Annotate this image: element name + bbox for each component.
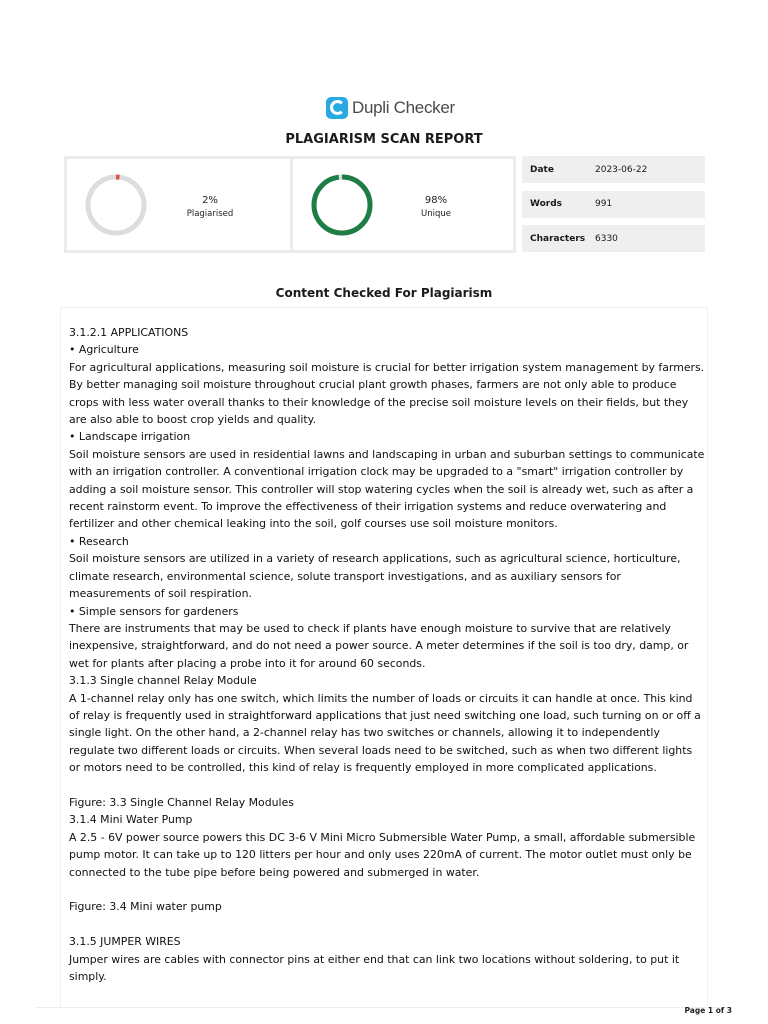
brand-logo — [326, 95, 455, 121]
unique-percent: 98% — [424, 195, 448, 206]
checked-content-box — [60, 307, 708, 1007]
meta-row-date — [522, 156, 705, 183]
meta-key: Date — [530, 164, 554, 175]
meta-row-characters — [522, 225, 705, 252]
plagiarised-percent: 2% — [202, 195, 218, 206]
plagiarised-ring-track — [88, 177, 144, 233]
meta-value: 2023-06-22 — [595, 164, 648, 175]
dupli-checker-logo-icon — [326, 97, 348, 119]
unique-ring-arc — [314, 177, 370, 233]
content-section-title: Content Checked For Plagiarism — [275, 286, 493, 300]
meta-row-words — [522, 191, 705, 218]
page-number: Page 1 of 3 — [684, 1006, 732, 1015]
plagiarised-ring-chart — [85, 174, 147, 236]
meta-key: Words — [530, 199, 563, 209]
report-meta-table — [522, 156, 705, 260]
plagiarised-label: Plagiarised — [186, 209, 234, 219]
footer-divider — [36, 1007, 732, 1008]
meta-key: Characters — [530, 233, 586, 244]
unique-ring-chart — [311, 174, 373, 236]
report-title: PLAGIARISM SCAN REPORT — [285, 132, 483, 147]
unique-score — [290, 159, 513, 250]
meta-value: 6330 — [595, 233, 618, 244]
meta-value: 991 — [595, 199, 613, 209]
unique-label: Unique — [421, 209, 451, 219]
plagiarised-score — [67, 159, 290, 250]
brand-name: Dupli Checker — [352, 98, 455, 117]
score-summary — [64, 156, 516, 253]
checked-content-text: 3.1.2.1 APPLICATIONS • Agriculture For agricultural applications, measuring soil moisture is crucial for better irrigation system management by farmers. By better managing soil moisture throughout crucial plant growth phases, farmers are not only able to produce crops with less water overall thanks to their knowledge of the precise soil moisture levels on their fields, but they are also able to boost crop yields and quality. • Landscape irrigation Soil moisture sensors are used in residential lawns and landscaping in urban and suburban settings to communicate with an irrigation controller. A conventional irrigation clock may be upgraded to a "smart" irrigation controller by adding a soil moisture sensor. This controller will stop watering cycles when the soil is already wet, such as after a recent rainstorm event. To improve the effectiveness of their irrigation systems and reduce overwatering and fertilizer and other chemical leaking into the soil, golf courses use soil moisture monitors. • Research Soil moisture sensors are utilized in a variety of research applications, such as agricultural science, horticulture, climate research, environmental science, solute transport investigations, and as auxiliary sensors for measurements of soil respiration. • Simple sensors for gardeners There are instruments that may be used to check if plants have enough moisture to survive that are relatively inexpensive, straightforward, and do not need a power source. A meter determines if the soil is too dry, damp, or wet for plants after placing a probe into it for around 60 seconds. 3.1.3 Single channel Relay Module A 1-channel relay only has one switch, which limits the number of loads or circuits it can handle at once. This kind of relay is frequently used in straightforward applications that just need switching one load, such turning on or off a single light. On the other hand, a 2-channel relay has two switches or channels, allowing it to independently regulate two different loads or circuits. When several loads need to be switched, such as when two different lights or motors need to be controlled, this kind of relay is frequently employed in more complicated applications. Figure: 3.3 Single Channel Relay Modules 3.1.4 Mini Water Pump A 2.5 - 6V power source powers this DC 3-6 V Mini Micro Submersible Water Pump, a small, affordable submersible pump motor. It can take up to 120 litters per hour and only uses 220mA of current. The motor outlet must only be connected to the tube pipe before being powered and submerged in water. Figure: 3.4 Mini water pump 3.1.5 JUMPER WIRES Jumper wires are cables with connector pins at either end that can link two locations without soldering, to put it simply. — [69, 326, 705, 984]
